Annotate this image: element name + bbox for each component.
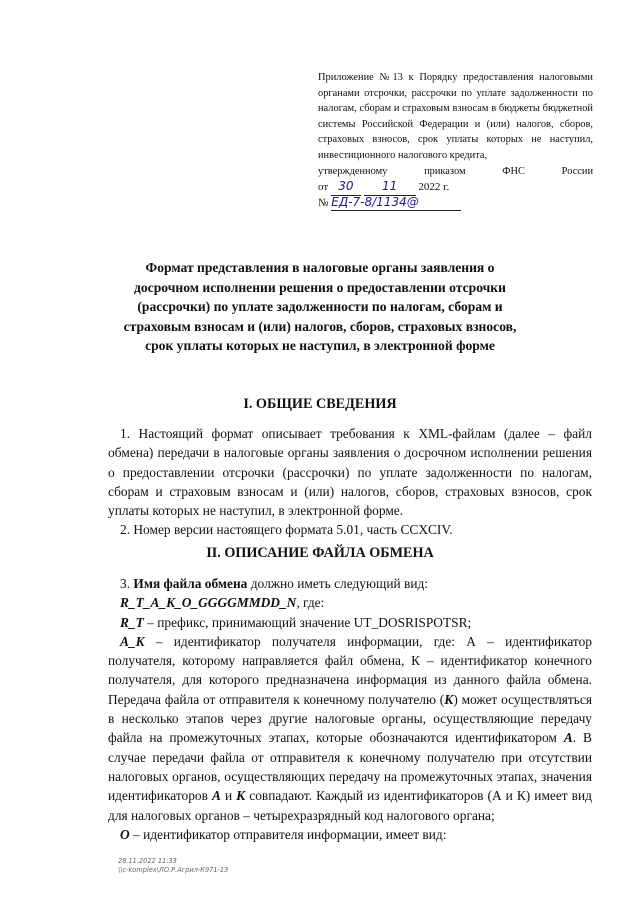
o-text: – идентификатор отправителя информации, имеет вид: (133, 826, 447, 842)
o-label: О (120, 826, 130, 842)
pattern-tail: , где: (296, 595, 325, 611)
section-exchange-body (108, 574, 592, 844)
ak-a: А (563, 730, 573, 746)
ak-text-1: – идентификатор получателя информации, где: А – идентификатор получателя, которому направляется файл обмена, К – идентификатор конечного получателя, для которого предназначена информация из данного файла обмена. Передача файла от отправителя к конечному получателю ( (108, 633, 592, 707)
ak-text-4: совпадают. Каждый из идентификаторов (А и К) имеет вид для налоговых органов – четырехразрядный код налогового органа; (108, 788, 592, 823)
section-heading-general: I. ОБЩИЕ СВЕДЕНИЯ (243, 396, 397, 412)
order-number-line (318, 195, 593, 211)
section-general-body (108, 424, 592, 540)
date-month: 11 (364, 179, 416, 196)
footer-path: \\c-komplex\ЛО.Р.Агрил-К971-13 (118, 866, 229, 874)
date-year: 2022 г. (418, 181, 450, 194)
appendix-text: Приложение №13 к Порядку предоставления налоговыми органами отсрочки, рассрочки по уплате задолженности по налогам, сборам и страховым взносам в бюджеты бюджетной системы Российской Федерации и (или) налогов, сборов, страховых взносов, срок уплаты которых не наступил, инвестиционного налогового кредита, (318, 72, 593, 161)
ak-a2: А (211, 788, 221, 804)
ak-k2: К (236, 788, 246, 804)
rt-label: R_T (120, 614, 144, 630)
appendix-approved: утвержденному приказом ФНС России (318, 165, 593, 177)
document-title: Формат представления в налоговые органы заявления о досрочном исполнении решения о предоставлении отсрочки (рассрочки) по уплате задолженности по налогам, сборам и страховым взносам и (или) налогов, сборов, страховых взносов, срок уплаты которых не наступил, в электронной форме (123, 260, 517, 353)
ak-definition (108, 632, 592, 825)
date-day: 30 (331, 179, 361, 196)
p3-number: 3. (120, 576, 131, 591)
ak-label: A_K (120, 633, 145, 649)
o-definition (108, 825, 592, 844)
paragraph-3 (108, 574, 592, 593)
file-name-pattern: R_T_A_K_O_GGGGMMDD_N (120, 595, 297, 611)
p3-bold-term: Имя файла обмена (133, 576, 248, 591)
ak-text-2: ) может осуществляться в несколько этапов через другие налоговые органы, осуществляющие передачу файла на промежуточных этапах, которые обозначаются идентификатором (108, 691, 592, 746)
approval-date-line (318, 179, 593, 195)
paragraph-2: 2. Номер версии настоящего формата 5.01, часть CCXCIV. (120, 522, 453, 538)
paragraph-1: 1. Настоящий формат описывает требования к XML-файлам (далее – файл обмена) передачи в налоговые органы заявления о досрочном исполнении решения о предоставлении отсрочки (рассрочки) по уплате задолженности по налогам, сборам и страховым взносам и (или) налогов, сборов, страховых взносов, срок уплаты которых не наступил, в электронной форме. (108, 426, 592, 519)
appendix-block (318, 70, 593, 210)
order-number: ЕД-7-8/1134@ (331, 195, 461, 212)
date-prefix: от (318, 181, 329, 194)
ak-k: К (444, 691, 454, 707)
rt-definition (108, 613, 592, 632)
p3-rest: должно иметь следующий вид: (250, 576, 429, 591)
rt-text: – префикс, принимающий значение UT_DOSRISPOTSR; (147, 614, 472, 630)
number-prefix: № (318, 196, 329, 209)
ak-text-3: . В случае передачи файла от отправителя к конечному получателю при отсутствии налоговых органов, осуществляющих передачу на промежуточных этапах, значения идентификаторов (108, 730, 592, 804)
footer-stamp (118, 857, 228, 875)
ak-and: и (224, 788, 233, 804)
section-heading-exchange-file: II. ОПИСАНИЕ ФАЙЛА ОБМЕНА (206, 545, 434, 561)
footer-timestamp: 28.11.2022 11:33 (118, 857, 177, 865)
file-name-pattern-line (108, 593, 592, 612)
